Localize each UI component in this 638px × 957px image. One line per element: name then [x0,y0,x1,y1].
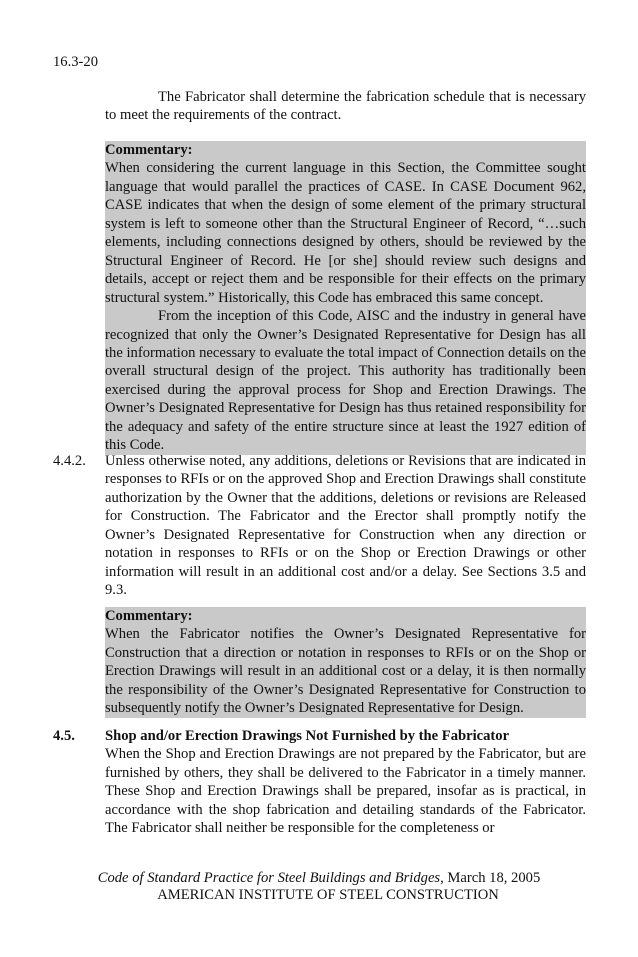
page-footer [60,870,578,904]
section-heading: Shop and/or Erection Drawings Not Furnished by the Fabricator [105,728,510,744]
commentary-box-2 [105,607,586,718]
section-number: 4.4.2. [53,453,86,469]
section-4-5 [105,727,586,838]
section-4-4-2 [105,452,586,600]
commentary-heading: Commentary: [105,608,193,624]
intro-paragraph [105,88,586,125]
commentary-box-1 [105,141,586,455]
section-number: 4.5. [53,728,75,744]
footer-date: , March 18, 2005 [440,870,541,886]
section-text: Unless otherwise noted, any additions, deletions or Revisions that are indicated in responses to RFIs or on the approved Shop and Erection Drawings shall constitute authorization by the Owner that the additions, deletions or revisions are Released for Construction. The Fabricator and the Erector shall promptly notify the Owner’s Designated Representative for Construction when any direction or notation in responses to RFIs or on the Shop or Erection Drawings or other information will result in an additional cost and/or a delay. See Sections 3.5 and 9.3. [105,453,586,599]
commentary-heading: Commentary: [105,142,193,158]
footer-title: Code of Standard Practice for Steel Buildings and Bridges [97,870,441,886]
footer-publisher: AMERICAN INSTITUTE OF STEEL CONSTRUCTION [157,887,499,903]
commentary-paragraph: When considering the current language in this Section, the Committee sought language that would parallel the practices of CASE. In CASE Document 962, CASE indicates that when the design of some element of the primary structural system is left to someone other than the Structural Engineer of Record, “…such elements, including connections designed by others, should be reviewed by the Structural Engineer of Record. He [or she] should review such designs and details, accept or reject them and be responsible for their effects on the primary structural system.” Historically, this Code has embraced this same concept. [105,160,586,306]
commentary-paragraph: When the Fabricator notifies the Owner’s Designated Representative for Construction that a direction or notation in responses to RFIs or on the Shop or Erection Drawings will result in an additional cost or a delay, it is then normally the responsibility of the Owner’s Designated Representative for Construction to subsequently notify the Owner’s Designated Representative for Design. [105,626,586,717]
intro-text: The Fabricator shall determine the fabrication schedule that is necessary to meet the requirements of the contract. [105,89,586,124]
commentary-paragraph: From the inception of this Code, AISC and the industry in general have recognized that only the Owner’s Designated Representative for Design has all the information necessary to evaluate the total impact of Connection details on the overall structural design of the project. This authority has traditionally been exercised during the approval process for Shop and Erection Drawings. The Owner’s Designated Representative for Design has thus retained responsibility for the adequacy and safety of the entire structure since at least the 1927 edition of this Code. [105,308,586,454]
page-number: 16.3-20 [53,54,98,70]
section-text: When the Shop and Erection Drawings are not prepared by the Fabricator, but are furnished by others, they shall be delivered to the Fabricator in a timely manner. These Shop and Erection Drawings shall be prepared, insofar as is practical, in accordance with the shop fabrication and detailing standards of the Fabricator. The Fabricator shall neither be responsible for the completeness or [105,746,586,837]
